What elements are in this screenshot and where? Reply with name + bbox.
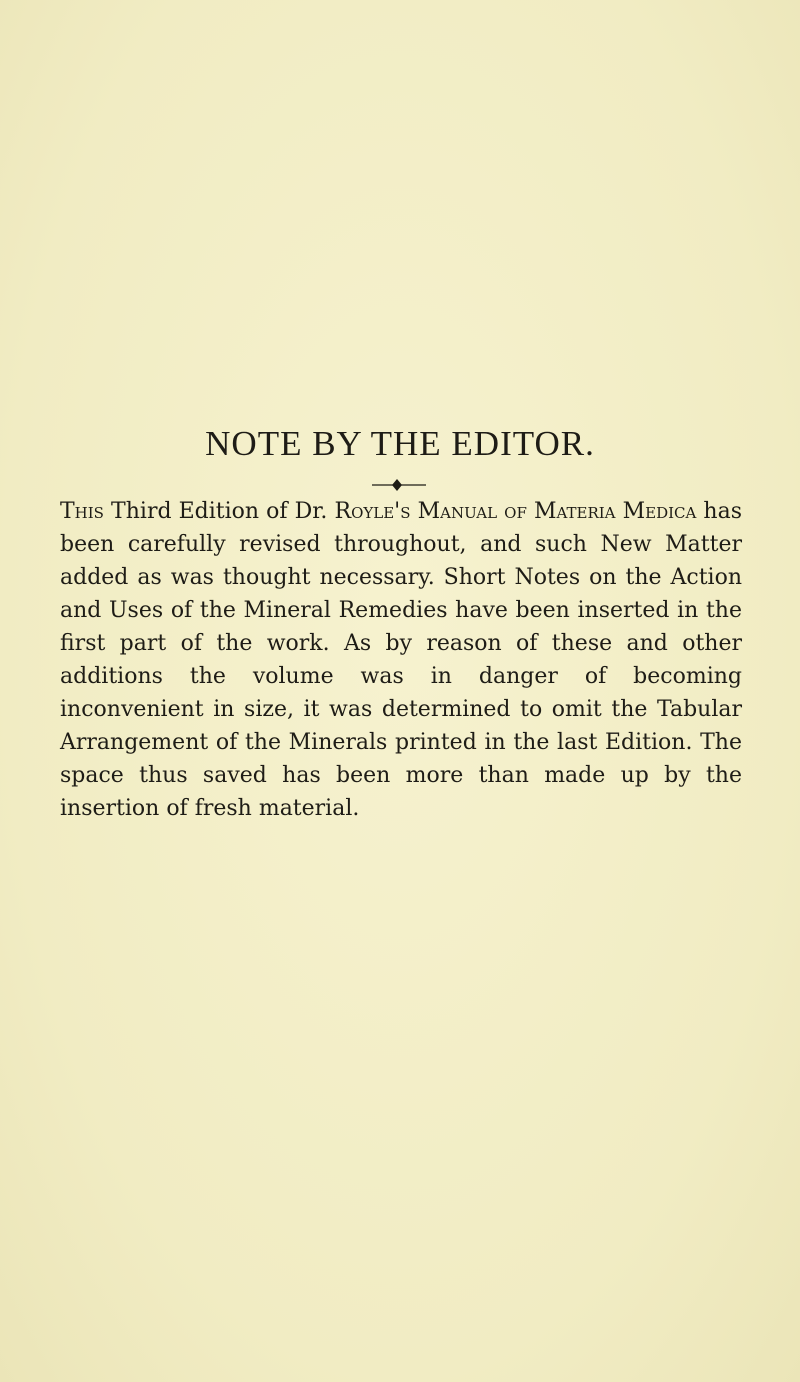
editor-note-paragraph: [60, 495, 742, 825]
text-segment: Third Edition of Dr.: [103, 499, 335, 524]
author-name: Royle's: [334, 499, 411, 524]
divider-ornament-icon: [368, 478, 430, 492]
lead-word: This: [60, 499, 104, 524]
text-segment: has been carefully revised throughout, and such New Matter added as was thought necessary. Short Notes on the Action and Uses of the Mineral Remedies have been inserted in the first part of the work. As by reason of these and other additions the volume was in danger of becoming inconvenient in size, it was determined to omit the Tabular Arrangement of the Minerals printed in the last Edition. The space thus saved has been more than made up by the insertion of fresh material.: [60, 499, 742, 821]
book-title-part-2: Materia Medica: [533, 499, 697, 524]
text-segment: [527, 499, 534, 524]
page-title: NOTE BY THE EDITOR.: [205, 424, 595, 463]
text-segment: [411, 499, 418, 524]
book-title-part-1: Manual of: [417, 499, 527, 524]
